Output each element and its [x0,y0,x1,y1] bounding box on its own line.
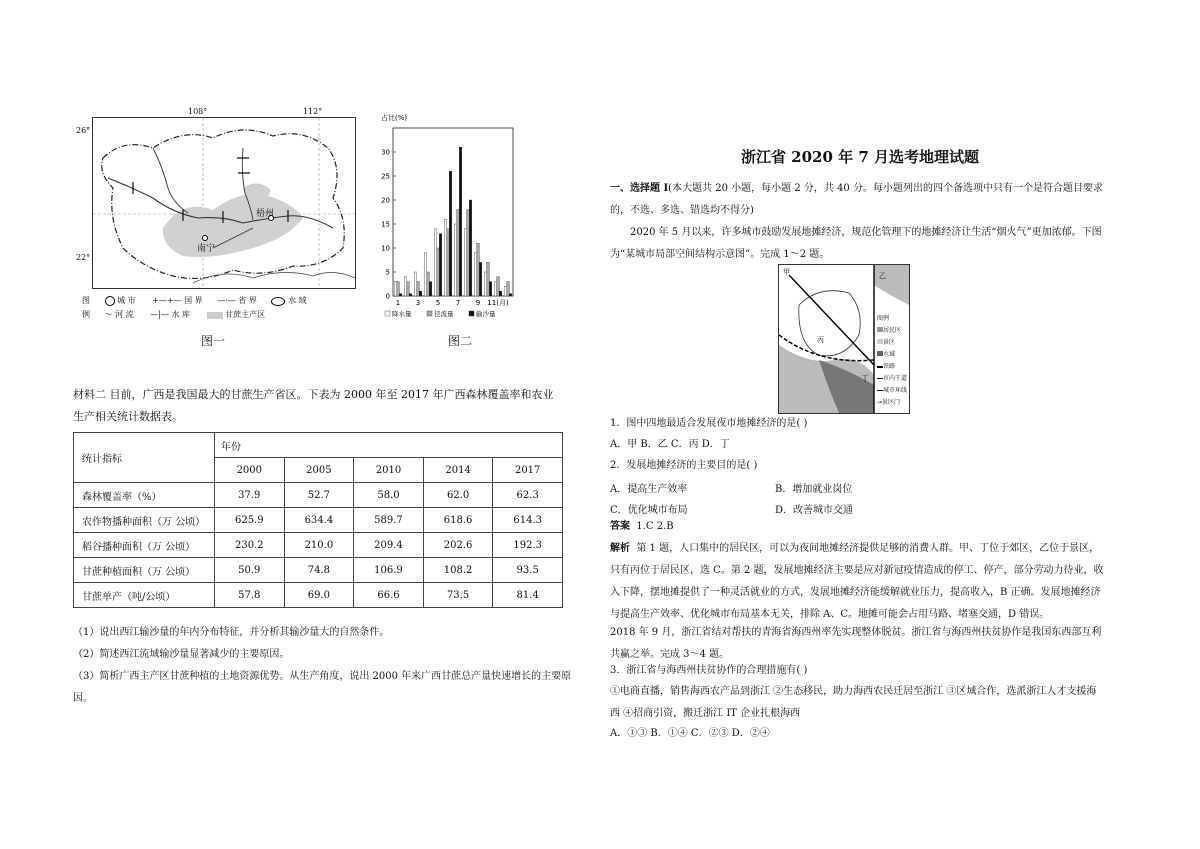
chart-xtick-label: 1 [395,299,401,307]
table-year-head: 年份 [215,433,563,458]
lon-label-112: 112° [303,107,323,116]
table-year-cell: 2014 [423,458,493,483]
legend-head-1: 图 [82,296,90,305]
chart-legend-label: 输沙量 [476,310,496,318]
sediment-chart [377,110,517,320]
chart-ytick-label: 10 [381,244,390,253]
q3-items: ①电商直播，销售海西农产品到浙江 ②生态移民，助力海西农民迁居至浙江 ③区域合作，选派浙江人才支援海西 ④招商引资，搬迁浙江 IT 企业扎根海西 [610,686,1097,719]
question-1: （1）说出西江输沙量的年内分布特征，并分析其输沙量大的自然条件。 [73,627,390,638]
city-map-legend [877,313,907,409]
chart-bar-runoff [477,243,480,296]
legend-river: 河 流 [115,310,134,319]
chart-bar-runoff [427,272,430,296]
legend-scenic: 景区 [877,337,907,349]
section-header [610,178,1105,222]
analysis-text: 第 1 题，人口集中的居民区，可以为夜间地摊经济提供足够的消费人群。甲、丁位于郊区，乙位于景区，只有丙位于居民区，选 C。第 2 题，发展地摊经济主要是应对新冠疫情造成的停工、停产，部分劳动力待业，收入下降，摆地摊提供了一种灵活就业的方式，发展地摊经济能缓解就业压力，提高收入，B 正确。发展地摊经济与提高生产效率、优化城市布局基本无关，排除 A、C。地摊可能会占用马路、堵塞交通，D 错误。 [610,543,1104,620]
point-label-yi: 乙 [879,272,886,280]
table-cell: 614.3 [493,508,563,533]
table-cell: 74.8 [284,558,354,583]
chart-bar-precip [444,219,447,296]
table-row [74,508,563,533]
map-legend-row-2 [82,309,265,320]
province-legend-icon: —·— [217,296,236,305]
reservoir-legend-icon: —|— [150,310,169,319]
map-legend-row-1 [82,295,307,306]
table-cell: 625.9 [215,508,285,533]
table-cell: 66.6 [354,583,424,608]
legend-head-2: 例 [82,310,90,319]
chart-bar-precip [494,282,497,296]
chart-bar-sediment [509,294,512,296]
table-header-row [74,433,563,458]
chart-xtick-label: 9 [475,299,481,307]
table-cell: 106.9 [354,558,424,583]
table-cell: 62.0 [423,483,493,508]
table-cell: 69.0 [284,583,354,608]
table-row-label: 甘蔗单产（吨/公顷） [74,583,215,608]
chart-xtick-label: 5 [435,299,441,307]
table-corner: 统计指标 [74,433,215,483]
water-legend-icon [271,297,285,306]
question-2: （2）简述西江流域输沙量显著减少的主要原因。 [73,649,290,660]
figure-2-caption: 图二 [448,334,473,348]
table-cell: 50.9 [215,558,285,583]
table-row [74,583,563,608]
chart-bar-precip [474,253,477,296]
table-row [74,533,563,558]
chart-bar-precip [404,277,407,296]
city-structure-map [778,264,910,414]
gate-legend-icon: ⊸ [877,399,883,406]
point-label-ding: 丁 [861,374,869,383]
chart-ytick-label: 20 [381,196,390,205]
city-legend-icon [105,296,115,306]
border-legend-icon: +—+— [152,296,182,305]
legend-province: 省 界 [238,296,257,305]
chart-bar-sediment [489,282,492,296]
chart-xtick-label: 7 [455,299,461,307]
chart-bar-sediment [399,294,402,296]
chart-bar-runoff [487,262,490,296]
answer-label: 答案 [610,521,630,532]
table-year-cell: 2010 [354,458,424,483]
table-body [74,483,563,608]
legend-water: 水 域 [287,296,307,305]
chart-bar-sediment [439,234,442,296]
q3-options: A．①③ B．①④ C．②③ D．②④ [610,728,770,739]
q2-text: 2．发展地摊经济的主要目的是( ) [610,460,758,471]
table-cell: 52.7 [284,483,354,508]
guangxi-map-svg [93,118,355,288]
stats-table [73,432,563,608]
chart-bar-sediment [459,147,462,296]
point-label-bing: 丙 [817,336,824,344]
table-cell: 58.0 [354,483,424,508]
analysis-label: 解析 [610,543,630,554]
intro-1: 2020 年 5 月以来，许多城市鼓励发展地摊经济，规范化管理下的地摊经济让生活“烟火气”更加浓郁。下图为“某城市局部空间结构示意图”。完成 1～2 题。 [610,227,1102,260]
section-label: 一、选择题 I [610,183,669,194]
chart-bar-runoff [457,210,460,296]
chart-ytick-label: 25 [381,172,390,181]
answer-value: 1.C 2.B [636,521,674,532]
table-year-cell: 2017 [493,458,563,483]
legend-sugarcane: 甘蔗主产区 [225,310,266,319]
table-cell: 210.0 [284,533,354,558]
chart-bar-sediment [429,282,432,296]
river-legend-icon: 〜 [104,310,113,319]
table-year-cell: 2000 [215,458,285,483]
table-row-label: 农作物播种面积（万 公顷） [74,508,215,533]
chart-ytick-label: 5 [385,268,390,277]
legend-gate: ⊸景区门 [877,399,901,406]
chart-bar-runoff [407,282,410,296]
chart-bar-precip [454,224,457,296]
question-3: （3）简析广西主产区甘蔗种植的土地资源优势。从生产角度，说出 2000 年来广西甘蔗总产量快速增长的主要原因。 [73,671,572,704]
lon-label-108: 108° [188,107,208,116]
q1-text: 1．图中四地最适合发展夜市地摊经济的是( ) [610,418,808,429]
table-row-label: 森林覆盖率（%） [74,483,215,508]
intro-2: 2018 年 9 月，浙江省结对帮扶的青海省海西州率先实现整体脱贫。浙江省与海西州扶贫协作是我国东西部互利共赢之举。完成 3～4 题。 [610,627,1102,660]
coastline [193,272,355,283]
table-cell: 37.9 [215,483,285,508]
table-row-label: 甘蔗种植面积（万 公顷） [74,558,215,583]
table-cell: 618.6 [423,508,493,533]
table-cell: 108.2 [423,558,493,583]
chart-bar-sediment [469,200,472,296]
table-cell: 634.4 [284,508,354,533]
chart-bar-runoff [397,282,400,296]
chart-bar-sediment [409,294,412,296]
city-label-wuzhou: 梧州 [256,209,275,219]
table-row [74,558,563,583]
left-questions [73,622,573,710]
table-cell: 73.5 [423,583,493,608]
chart-bar-sediment [479,262,482,296]
table-cell: 209.4 [354,533,424,558]
legend-water: 水域 [877,349,907,361]
sugarcane-legend-icon [207,312,223,319]
section-instructions: (本大题共 20 小题，每小题 2 分，共 40 分。每小题列出的四个备选项中只有一个是符合题目要求的，不选、多选、错选均不得分) [610,183,1103,216]
chart-bar-precip [434,229,437,296]
lake-shape [799,291,860,356]
chart-ytick-label: 30 [381,148,390,157]
lat-label-22: 22° [76,253,91,262]
chart-bar-runoff [497,277,500,296]
river-branch-1 [153,148,188,213]
chart-legend-swatch [385,311,390,316]
chart-bar-precip [504,286,507,296]
chart-bar-precip [484,272,487,296]
legend-city: 城 市 [117,296,136,305]
table-cell: 202.6 [423,533,493,558]
chart-bar-runoff [507,282,510,296]
q2-option-d: D．改善城市交通 [775,505,854,516]
chart-legend-label: 径流量 [434,310,454,318]
legend-railway: 铁路 [877,361,907,373]
q2-option-b: B．增加就业岗位 [775,484,853,495]
chart-ylabel: 占比(%) [381,114,408,122]
point-label-jia: 甲 [783,268,790,276]
legend-title: 图例 [877,315,890,322]
table-row [74,483,563,508]
chart-legend-swatch [427,311,432,316]
page-title: 浙江省 2020 年 7 月选考地理试题 [740,148,980,166]
chart-bar-precip [464,229,467,296]
chart-bar-sediment [449,171,452,296]
chart-xtick-label: 3 [415,299,421,307]
legend-reservoir: 水 库 [171,310,190,319]
sediment-chart-svg [377,110,517,320]
analysis-block [610,538,1105,626]
table-cell: 57.8 [215,583,285,608]
chart-bar-sediment [499,291,502,296]
material-2-text: 材料二 目前，广西是我国最大的甘蔗生产省区。下表为 2000 年至 2017 年广西森林覆盖率和农业生产相关统计数据表。 [73,388,554,423]
lat-label-26: 26° [76,126,91,135]
legend-main-road: 市内干道 [877,373,907,385]
figure-1-caption: 图一 [201,334,226,348]
chart-bar-runoff [447,229,450,296]
legend-residential: 居民区 [877,325,907,337]
table-cell: 93.5 [493,558,563,583]
q3-text: 3．浙江省与海西州扶贫协作的合理措施有( ) [610,665,808,676]
table-row-label: 稻谷播种面积（万 公顷） [74,533,215,558]
legend-border: 国 界 [184,296,203,305]
city-nanning-marker [203,236,208,241]
chart-frame [393,128,513,296]
answer-line [610,516,1105,538]
chart-bar-runoff [437,248,440,296]
sugarcane-area-shape [163,194,303,257]
q1-options: A．甲 B．乙 C．丙 D．丁 [610,439,730,450]
table-cell: 62.3 [493,483,563,508]
chart-xtick-label: 11(月) [487,299,509,307]
table-cell: 81.4 [493,583,563,608]
chart-bar-precip [394,282,397,296]
chart-bar-runoff [417,282,420,296]
chart-bar-runoff [467,210,470,296]
city-label-nanning: 南宁 [197,244,216,254]
chart-legend-swatch [469,311,474,316]
chart-bar-sediment [419,291,422,296]
table-year-cell: 2005 [284,458,354,483]
table-cell: 192.3 [493,533,563,558]
q2-option-a: A．提高生产效率 [610,484,688,495]
chart-bar-precip [414,272,417,296]
chart-ytick-label: 0 [385,292,390,301]
q2-option-c: C．优化城市布局 [610,505,688,516]
guangxi-map [92,117,356,289]
chart-bar-precip [424,253,427,296]
table-cell: 589.7 [354,508,424,533]
legend-ring-road: 城市环线 [877,385,907,397]
chart-legend-label: 降水量 [392,310,412,318]
chart-ytick-label: 15 [381,220,390,229]
table-cell: 230.2 [215,533,285,558]
